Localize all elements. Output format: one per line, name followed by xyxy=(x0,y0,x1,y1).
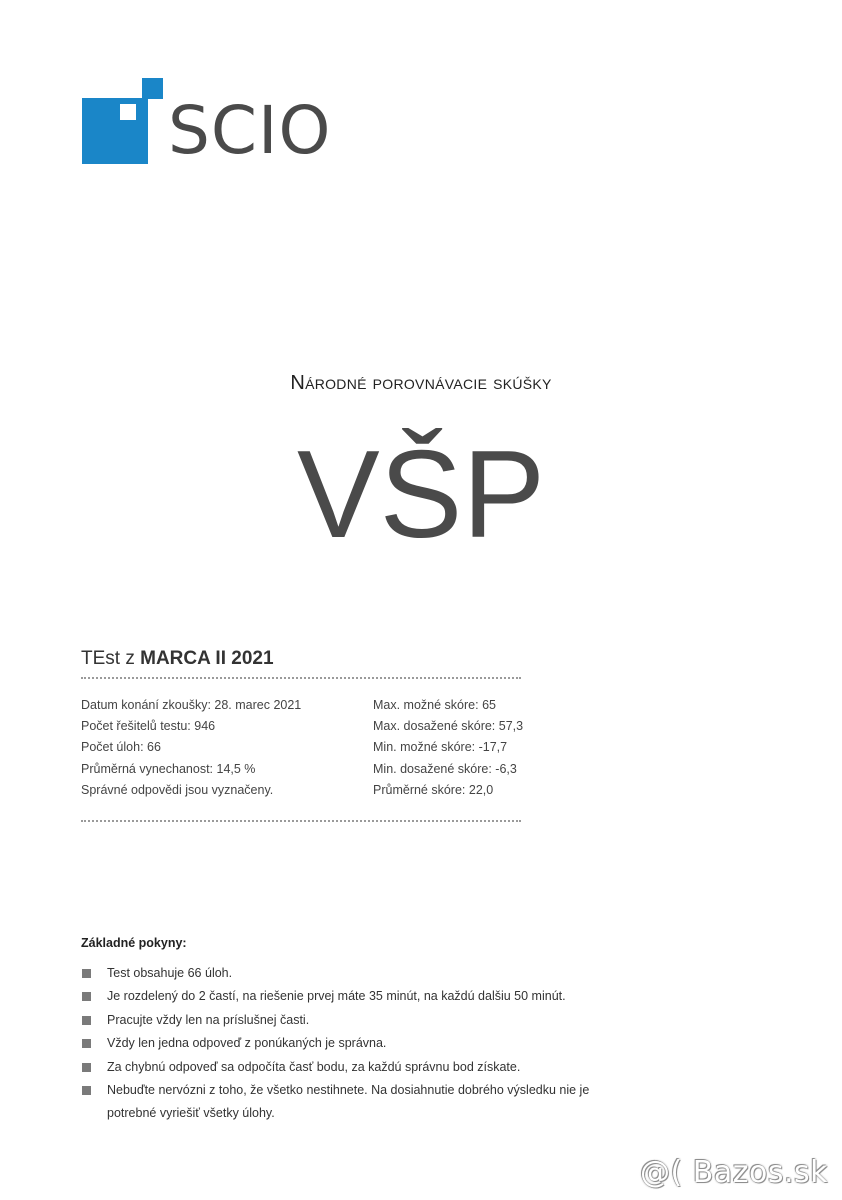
stat-participants: Počet řešitelů testu: 946 xyxy=(81,719,216,734)
square-bullet-icon xyxy=(82,1039,91,1048)
list-item: Test obsahuje 66 úloh. xyxy=(81,962,641,985)
stat-max-achieved: Max. dosažené skóre: 57,3 xyxy=(373,719,524,734)
exam-subtitle: Národné porovnávacie skúšky xyxy=(290,372,552,394)
square-bullet-icon xyxy=(82,1063,91,1072)
exam-title: VŠP xyxy=(296,426,546,564)
list-item: Je rozdelený do 2 častí, na riešenie prvej máte 35 minút, na každú dalšiu 50 minút. xyxy=(81,985,641,1008)
logo-wordmark: SCIO xyxy=(168,92,332,169)
list-item: Za chybnú odpoveď sa odpočíta časť bodu, za každú správnu bod získate. xyxy=(81,1056,641,1079)
list-item: Pracujte vždy len na príslušnej časti. xyxy=(81,1009,641,1032)
stat-average-score: Průměrné skóre: 22,0 xyxy=(373,782,494,797)
bazos-watermark: @( Bazos.sk xyxy=(640,1155,828,1190)
dotted-divider-bottom xyxy=(81,820,521,822)
stats-left-column xyxy=(81,695,301,801)
square-bullet-icon xyxy=(82,1086,91,1095)
logo-square-small xyxy=(142,78,163,99)
stats-right-column xyxy=(373,695,523,801)
stat-exam-date: Datum konání zkoušky: 28. marec 2021 xyxy=(81,698,302,712)
basics-list xyxy=(81,962,641,1126)
test-title-bold: MARCA II 2021 xyxy=(140,648,274,669)
stat-answers-note: Správné odpovědi jsou vyznačeny. xyxy=(81,782,274,797)
basics-heading: Základné pokyny: xyxy=(81,936,187,950)
scio-logo xyxy=(82,78,372,170)
stat-min-achieved: Min. dosažené skóre: -6,3 xyxy=(373,761,517,776)
stat-avg-skip: Průměrná vynechanost: 14,5 % xyxy=(81,761,256,776)
list-item: Nebuďte nervózni z toho, že všetko nestihnete. Na dosiahnutie dobrého výsledku nie je potrebné vyriešiť všetky úlohy. xyxy=(81,1079,641,1126)
square-bullet-icon xyxy=(82,969,91,978)
list-item: Vždy len jedna odpoveď z ponúkaných je správna. xyxy=(81,1032,641,1055)
stat-task-count: Počet úloh: 66 xyxy=(81,740,161,755)
square-bullet-icon xyxy=(82,1016,91,1025)
test-title xyxy=(81,648,274,670)
logo-square-cutout xyxy=(120,104,136,120)
stat-min-possible: Min. možné skóre: -17,7 xyxy=(373,740,508,755)
square-bullet-icon xyxy=(82,992,91,1001)
test-title-prefix: TEst z xyxy=(81,648,141,669)
logo-square-large xyxy=(82,98,148,164)
dotted-divider-top xyxy=(81,677,521,679)
stat-max-possible: Max. možné skóre: 65 xyxy=(373,698,496,712)
